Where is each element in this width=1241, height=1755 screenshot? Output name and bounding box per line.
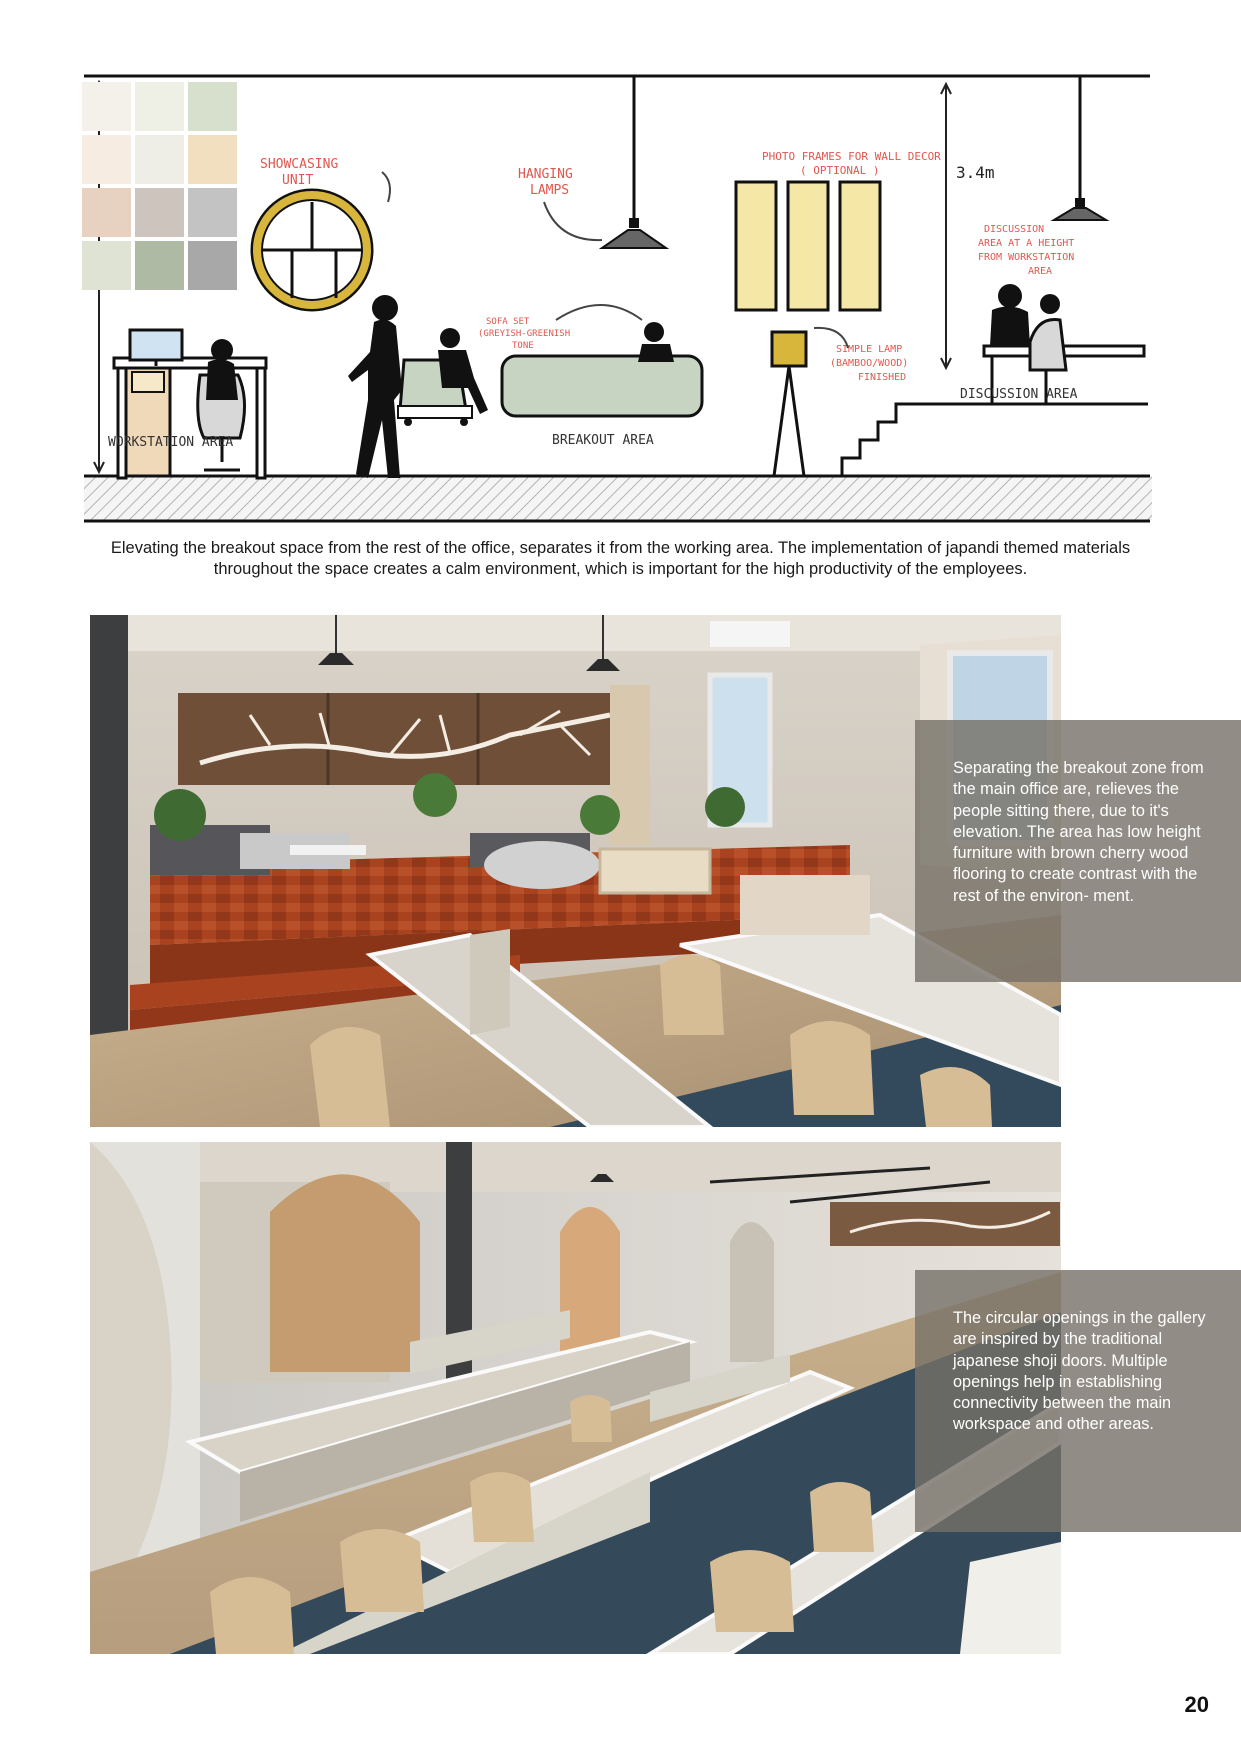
gallery-description-panel: [915, 1270, 1241, 1532]
floor-lamp: [772, 332, 806, 476]
breakout-description-panel: [915, 720, 1241, 982]
workstation-desk: [114, 330, 266, 478]
gallery-description: The circular openings in the gallery are inspired by the traditional japanese shoji doors. Multiple openings help in establishing connectivity between the main workspace and other areas.: [953, 1309, 1206, 1434]
swatch-tile: [188, 188, 237, 237]
hanging-label-1: HANGING: [518, 167, 573, 182]
discussion-note-4: AREA: [1028, 266, 1053, 277]
sofa-label-2: (GREYISH-GREENISH: [478, 329, 571, 339]
swatch-tile: [82, 82, 131, 131]
hanging-label-2: LAMPS: [530, 183, 570, 198]
discussion-note-1: DISCUSSION: [984, 224, 1045, 235]
swatch-tile: [135, 188, 184, 237]
swatch-tile: [135, 241, 184, 290]
swatch-tile: [82, 135, 131, 184]
section-drawing: [82, 70, 1154, 530]
hanging-lamp-2: [1054, 76, 1106, 220]
discussion-area-label: DISCUSSION AREA: [960, 387, 1078, 402]
showcasing-label-1: SHOWCASING: [260, 157, 339, 172]
frames-label-1: PHOTO FRAMES FOR WALL DECOR: [762, 150, 941, 163]
lamp-label-2: (BAMBOO/WOOD): [830, 358, 909, 369]
sofa-label-1: SOFA SET: [486, 317, 530, 327]
armchair: [398, 328, 488, 426]
swatch-tile: [188, 82, 237, 131]
swatch-tile: [135, 82, 184, 131]
page-number: 20: [1184, 1692, 1209, 1717]
lamp-label-3: FINISHED: [858, 372, 907, 383]
frames-label-2: ( OPTIONAL ): [800, 164, 880, 177]
swatch-tile: [82, 241, 131, 290]
breakout-description: Separating the breakout zone from the main office are, relieves the people sitting there, due to it's elevation. The area has low height furniture with brown cherry wood flooring to create contrast with the rest of the environ- ment.: [953, 759, 1204, 905]
section-caption: Elevating the breakout space from the rest of the office, separates it from the working area. The implementation of japandi themed materials throughout the space creates a calm environment, which is important for the high productivity of the employees.: [110, 539, 1131, 578]
breakout-area-label: BREAKOUT AREA: [552, 433, 654, 448]
swatch-tile: [188, 241, 237, 290]
sofa-label-3: TONE: [512, 341, 534, 351]
material-swatches: [82, 82, 237, 290]
showcasing-label-2: UNIT: [282, 173, 314, 188]
walking-person: [348, 295, 402, 478]
swatch-tile: [135, 135, 184, 184]
photo-frames: [736, 182, 880, 310]
section-sketch: [82, 70, 1154, 530]
height-right-label: 3.4m: [956, 163, 995, 182]
hanging-lamp-1: [602, 76, 666, 248]
showcasing-unit: [252, 190, 372, 310]
discussion-note-3: FROM WORKSTATION: [978, 252, 1075, 263]
swatch-tile: [82, 188, 131, 237]
lamp-label-1: SIMPLE LAMP: [836, 344, 903, 355]
discussion-note-2: AREA AT A HEIGHT: [978, 238, 1075, 249]
workstation-area-label: WORKSTATION AREA: [108, 435, 234, 450]
swatch-tile: [188, 135, 237, 184]
